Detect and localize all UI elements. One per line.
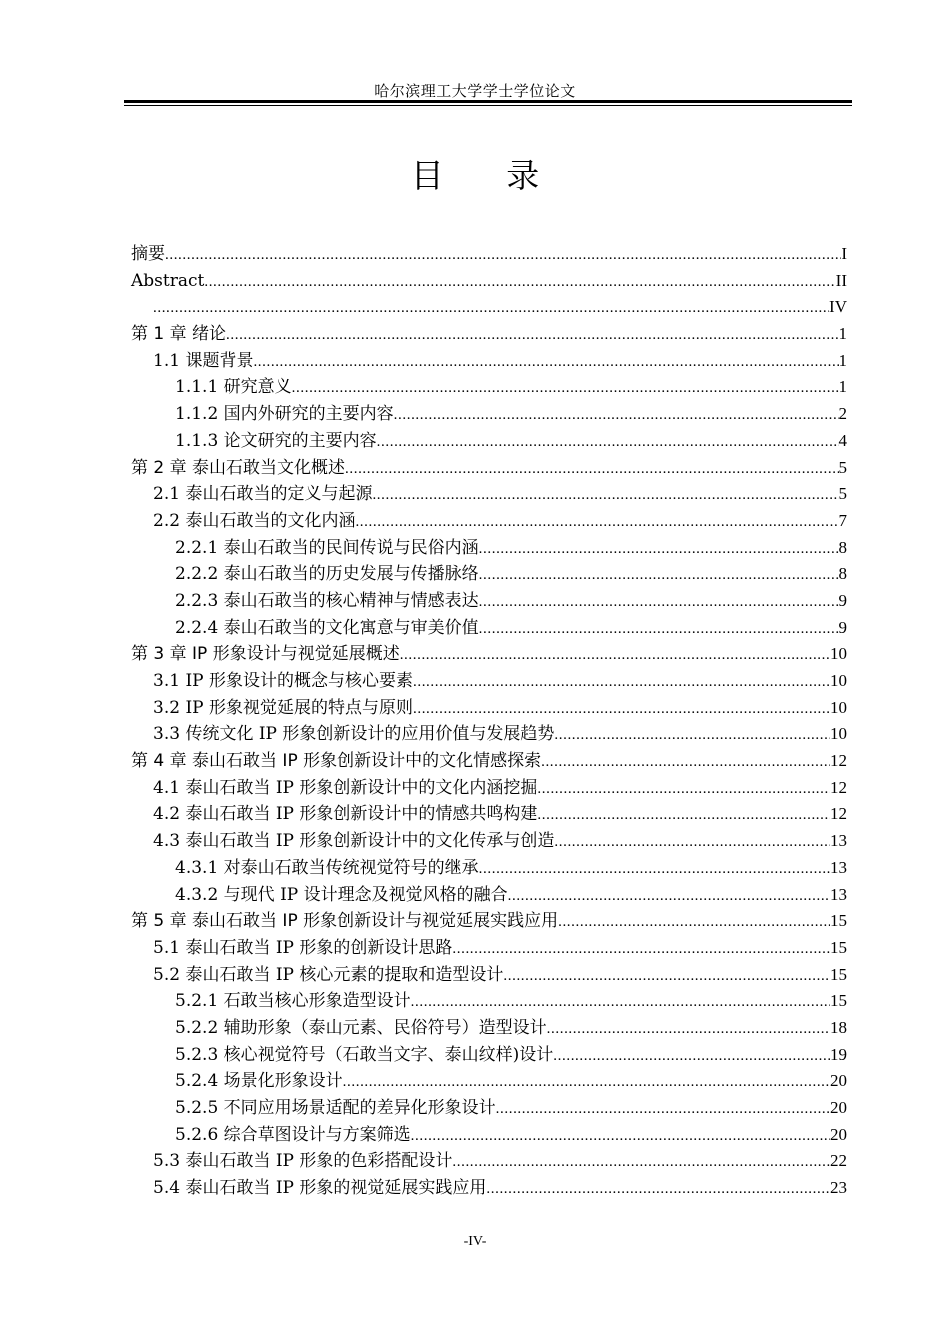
toc-entry[interactable]	[131, 1148, 847, 1175]
toc-entry[interactable]	[131, 1068, 847, 1095]
toc-entry[interactable]	[131, 481, 847, 508]
toc-entry-label: 第 2 章 泰山石敢当文化概述	[131, 457, 346, 478]
toc-entry[interactable]	[131, 1175, 847, 1202]
toc-entry-label: 2.2.1 泰山石敢当的民间传说与民俗内涵	[175, 537, 479, 558]
toc-entry[interactable]	[131, 401, 847, 428]
toc-entry-page: 9	[838, 617, 847, 637]
toc-entry[interactable]	[131, 721, 847, 748]
toc-entry-label: 2.2 泰山石敢当的文化内涵	[153, 510, 356, 531]
dot-leader	[204, 269, 835, 296]
toc-entry-label: 3.1 IP 形象设计的概念与核心要素	[153, 671, 413, 691]
toc-entry-page: 15	[830, 991, 847, 1011]
dot-leader	[479, 616, 839, 643]
dot-leader	[486, 1176, 830, 1203]
toc-entry[interactable]	[131, 775, 847, 802]
dot-leader	[226, 322, 838, 349]
toc-entry-label: 摘要	[131, 244, 165, 264]
toc-entry-page: 10	[830, 724, 847, 744]
toc-entry[interactable]	[131, 668, 847, 695]
toc-entry-page: 9	[838, 590, 847, 610]
toc-entry[interactable]	[131, 374, 847, 401]
dot-leader	[558, 909, 830, 936]
toc-entry[interactable]	[131, 1042, 847, 1069]
toc-entry[interactable]	[131, 348, 847, 375]
toc-entry-label: 5.2.4 场景化形象设计	[175, 1071, 343, 1092]
toc-entry[interactable]	[131, 535, 847, 562]
toc-entry[interactable]	[131, 588, 847, 615]
toc-entry-page: 1	[838, 350, 847, 370]
table-of-contents	[131, 241, 847, 1202]
dot-leader	[479, 589, 839, 616]
dot-leader	[452, 1149, 830, 1176]
toc-entry-page: I	[841, 244, 847, 263]
dot-leader	[153, 295, 829, 322]
dot-leader	[394, 402, 839, 429]
toc-entry-page: 4	[838, 430, 847, 450]
toc-entry-page: IV	[829, 297, 847, 317]
toc-entry-page: 15	[830, 911, 847, 931]
toc-entry-page: 12	[830, 777, 847, 797]
toc-entry-label: 第 4 章 泰山石敢当 IP 形象创新设计中的文化情感探索	[131, 751, 542, 772]
toc-entry-page: 15	[830, 937, 847, 957]
toc-entry-page: 18	[830, 1017, 847, 1037]
toc-entry[interactable]	[131, 268, 847, 295]
toc-entry-page: 12	[830, 751, 847, 771]
toc-entry-page: 2	[838, 404, 847, 424]
toc-entry[interactable]	[131, 882, 847, 909]
toc-entry-label: 第 3 章 IP 形象设计与视觉延展概述	[131, 644, 400, 665]
toc-entry-page: 5	[838, 484, 847, 504]
toc-entry-label: 5.2.5 不同应用场景适配的差异化形象设计	[175, 1098, 496, 1118]
toc-entry-label: 5.4 泰山石敢当 IP 形象的视觉延展实践应用	[153, 1178, 487, 1199]
toc-entry[interactable]	[131, 508, 847, 535]
toc-entry-page: 22	[830, 1151, 847, 1171]
dot-leader	[253, 349, 838, 376]
toc-entry[interactable]	[131, 615, 847, 642]
toc-entry-label: 4.3 泰山石敢当 IP 形象创新设计中的文化传承与创造	[153, 831, 555, 852]
toc-entry-label: 1.1 课题背景	[153, 350, 254, 371]
toc-entry-label: 第 5 章 泰山石敢当 IP 形象创新设计与视觉延展实践应用	[131, 911, 559, 932]
toc-entry[interactable]	[131, 828, 847, 855]
dot-leader	[553, 1043, 830, 1070]
toc-entry-page: 5	[838, 457, 847, 477]
dot-leader	[479, 856, 830, 883]
dot-leader	[537, 776, 830, 803]
toc-entry[interactable]	[131, 321, 847, 348]
toc-entry-page: 13	[830, 884, 847, 904]
toc-entry-page: 19	[830, 1044, 847, 1064]
dot-leader	[547, 1016, 830, 1043]
dot-leader	[537, 802, 830, 829]
dot-leader	[377, 429, 839, 456]
toc-entry-label: 第 1 章 绪论	[131, 324, 227, 345]
dot-leader	[508, 883, 830, 910]
toc-entry-page: 7	[838, 510, 847, 530]
toc-entry-page: 1	[838, 377, 847, 397]
toc-entry-page: 23	[830, 1178, 847, 1198]
toc-entry[interactable]	[131, 855, 847, 882]
toc-entry[interactable]	[131, 748, 847, 775]
dot-leader	[541, 749, 830, 776]
toc-entry[interactable]	[131, 1015, 847, 1042]
dot-leader	[165, 242, 841, 269]
toc-entry-page: 12	[830, 804, 847, 824]
dot-leader	[503, 963, 830, 990]
toc-entry-label: 5.2.2 辅助形象（泰山元素、民俗符号）造型设计	[175, 1017, 547, 1038]
dot-leader	[292, 375, 839, 402]
toc-entry-label: 2.2.4 泰山石敢当的文化寓意与审美价值	[175, 617, 479, 638]
toc-entry-label: 5.2 泰山石敢当 IP 核心元素的提取和造型设计	[153, 964, 504, 985]
toc-entry-page: 10	[830, 671, 847, 690]
dot-leader	[343, 1069, 830, 1096]
dot-leader	[479, 562, 839, 589]
dot-leader	[452, 936, 830, 963]
toc-entry-page: II	[835, 270, 847, 290]
toc-entry-label: 1.1.3 论文研究的主要内容	[175, 430, 377, 451]
dot-leader	[496, 1096, 830, 1123]
toc-entry-page: 20	[830, 1071, 847, 1091]
page-number: -IV-	[463, 1234, 487, 1249]
toc-entry[interactable]	[131, 1095, 847, 1122]
toc-entry[interactable]	[131, 801, 847, 828]
toc-entry[interactable]	[131, 455, 847, 482]
toc-entry-page: 20	[830, 1124, 847, 1144]
header-rule-thin	[124, 105, 852, 106]
toc-entry-label: 1.1.2 国内外研究的主要内容	[175, 404, 394, 425]
toc-entry[interactable]	[131, 988, 847, 1015]
page-title: 目 录	[410, 156, 566, 195]
toc-entry-label: 5.2.1 石敢当核心形象造型设计	[175, 991, 411, 1012]
toc-entry-label: 3.3 传统文化 IP 形象创新设计的应用价值与发展趋势	[153, 724, 555, 745]
toc-entry-label: 4.1 泰山石敢当 IP 形象创新设计中的文化内涵挖掘	[153, 777, 538, 798]
dot-leader	[554, 722, 830, 749]
toc-entry-label: Abstract	[131, 270, 205, 291]
toc-entry-label: 1.1.1 研究意义	[175, 377, 292, 398]
toc-entry-label: 4.2 泰山石敢当 IP 形象创新设计中的情感共鸣构建	[153, 804, 538, 825]
toc-entry-label: 4.3.1 对泰山石敢当传统视觉符号的继承	[175, 857, 479, 878]
dot-leader	[411, 1123, 830, 1150]
toc-entry[interactable]	[131, 962, 847, 989]
toc-entry[interactable]	[131, 241, 847, 268]
toc-entry-page: 8	[838, 564, 847, 584]
toc-entry[interactable]	[131, 935, 847, 962]
toc-entry-page: 13	[830, 831, 847, 851]
toc-entry[interactable]	[131, 1122, 847, 1149]
toc-entry[interactable]	[131, 294, 847, 321]
dot-leader	[372, 482, 838, 509]
dot-leader	[554, 829, 830, 856]
header-rule-thick	[124, 100, 852, 103]
dot-leader	[355, 509, 838, 536]
toc-entry-label: 2.2.2 泰山石敢当的历史发展与传播脉络	[175, 564, 479, 585]
toc-entry[interactable]	[131, 641, 847, 668]
dot-leader	[345, 456, 838, 483]
toc-entry-label: 5.2.6 综合草图设计与方案筛选	[175, 1124, 411, 1145]
toc-entry[interactable]	[131, 908, 847, 935]
toc-entry-label: 4.3.2 与现代 IP 设计理念及视觉风格的融合	[175, 884, 508, 905]
toc-entry-page: 20	[830, 1098, 847, 1117]
toc-entry[interactable]	[131, 561, 847, 588]
toc-entry-page: 1	[838, 324, 847, 344]
dot-leader	[411, 989, 830, 1016]
toc-entry-page: 10	[830, 644, 847, 664]
toc-entry-page: 8	[838, 537, 847, 557]
toc-entry[interactable]	[131, 695, 847, 722]
toc-entry-label: 2.2.3 泰山石敢当的核心精神与情感表达	[175, 590, 479, 611]
toc-entry-label: 5.1 泰山石敢当 IP 形象的创新设计思路	[153, 937, 453, 958]
dot-leader	[479, 536, 839, 563]
toc-entry-page: 10	[830, 697, 847, 717]
toc-entry-label: 3.2 IP 形象视觉延展的特点与原则	[153, 697, 413, 718]
toc-entry[interactable]	[131, 428, 847, 455]
dot-leader	[400, 642, 830, 669]
dot-leader	[413, 696, 830, 723]
running-header: 哈尔滨理工大学学士学位论文	[374, 82, 576, 100]
toc-entry-label: 2.1 泰山石敢当的定义与起源	[153, 484, 373, 505]
toc-entry-label: 5.3 泰山石敢当 IP 形象的色彩搭配设计	[153, 1151, 453, 1172]
toc-entry-page: 13	[830, 857, 847, 877]
toc-entry-page: 15	[830, 964, 847, 984]
toc-entry-label: 5.2.3 核心视觉符号（石敢当文字、泰山纹样)设计	[175, 1044, 554, 1065]
dot-leader	[413, 669, 830, 696]
